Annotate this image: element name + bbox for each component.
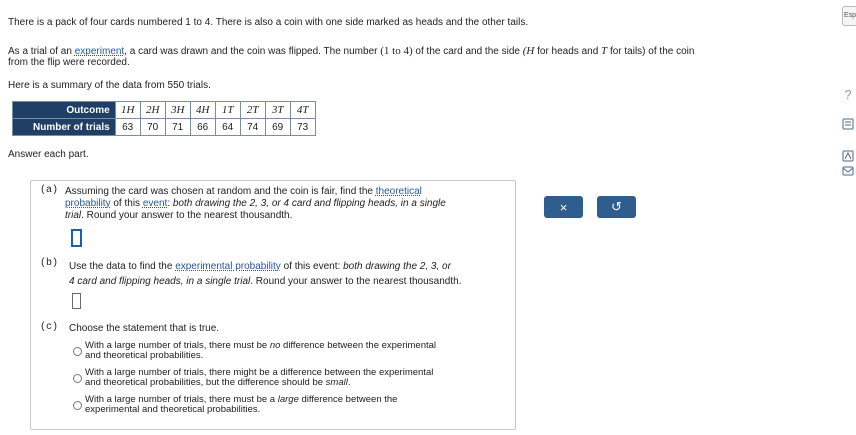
part-c-tag: (c) (40, 322, 59, 333)
outcome-cell: 1H (115, 102, 140, 119)
part-b-line-2: 4 card and flipping heads, in a single trial. Round your answer to the nearest thousandth. (69, 276, 462, 287)
trials-header: Number of trials (13, 119, 116, 136)
part-a-line-1: Assuming the card was chosen at random and the coin is fair, find the theoretical (65, 186, 422, 197)
option-2-radio[interactable] (73, 374, 82, 383)
part-b-line-1: Use the data to find the experimental probability of this event: both drawing the 2, 3, or (69, 261, 451, 272)
option-1-radio[interactable] (73, 347, 82, 356)
experiment-link[interactable]: experiment (74, 46, 125, 57)
outcome-cell: 4T (290, 102, 315, 119)
intro-line-3: from the flip were recorded. (8, 57, 130, 68)
outcome-cell: 2T (240, 102, 265, 119)
part-b-answer-input[interactable] (72, 293, 81, 309)
part-a-answer-input[interactable] (71, 229, 82, 247)
part-a-tag: (a) (40, 185, 59, 196)
undo-icon: ↺ (611, 199, 622, 214)
outcome-header: Outcome (13, 102, 116, 119)
outcome-cell: 3H (165, 102, 190, 119)
count-cell: 66 (190, 119, 215, 136)
experimental-probability-link[interactable]: experimental probability (175, 261, 281, 272)
clear-button[interactable] (544, 196, 583, 218)
outcome-cell: 4H (190, 102, 215, 119)
trials-table (12, 101, 316, 136)
undo-button[interactable] (597, 196, 636, 218)
mail-icon[interactable] (840, 165, 856, 179)
part-c-prompt: Choose the statement that is true. (69, 323, 220, 334)
count-cell: 70 (140, 119, 165, 136)
close-icon: × (559, 199, 568, 215)
trials-row (13, 119, 316, 136)
question-panel (30, 180, 516, 430)
part-b-tag: (b) (40, 258, 59, 269)
count-cell: 69 (265, 119, 290, 136)
outcome-cell: 2H (140, 102, 165, 119)
count-cell: 63 (115, 119, 140, 136)
espanol-tab[interactable]: Esp (842, 6, 856, 26)
help-icon[interactable]: ? (844, 87, 852, 102)
calculator-icon[interactable] (840, 118, 856, 132)
theoretical-link[interactable]: theoretical (375, 186, 422, 197)
count-cell: 74 (240, 119, 265, 136)
count-cell: 64 (215, 119, 240, 136)
option-1-text[interactable]: With a large number of trials, there must be no difference between the experimental and theoretical probabilities. (85, 340, 437, 361)
outcome-row (13, 102, 316, 119)
probability-link[interactable]: probability (65, 198, 111, 209)
option-3-radio[interactable] (73, 401, 82, 410)
intro-line-2: As a trial of an experiment, a card was drawn and the coin was flipped. The number (1 to 4) of the card and the side (H for heads and T for tails) of the coin (8, 45, 695, 57)
option-2-text[interactable]: With a large number of trials, there might be a difference between the experimental and theoretical probabilities, but the difference should be small. (85, 367, 434, 388)
part-a-line-2: probability of this event: both drawing the 2, 3, or 4 card and flipping heads, in a single (65, 198, 446, 209)
event-link[interactable]: event (142, 198, 168, 209)
outcome-cell: 3T (265, 102, 290, 119)
outcome-cell: 1T (215, 102, 240, 119)
part-a-line-3: trial. Round your answer to the nearest thousandth. (65, 210, 293, 221)
option-3-text[interactable]: With a large number of trials, there must be a large difference between the experimental and theoretical probabilities. (85, 394, 398, 415)
text-tool-icon[interactable] (840, 150, 856, 164)
summary-text: Here is a summary of the data from 550 trials. (8, 80, 211, 91)
answer-each-part: Answer each part. (8, 149, 89, 160)
count-cell: 73 (290, 119, 315, 136)
intro-line-1: There is a pack of four cards numbered 1 to 4. There is also a coin with one side marked as heads and the other tails. (8, 17, 529, 28)
count-cell: 71 (165, 119, 190, 136)
